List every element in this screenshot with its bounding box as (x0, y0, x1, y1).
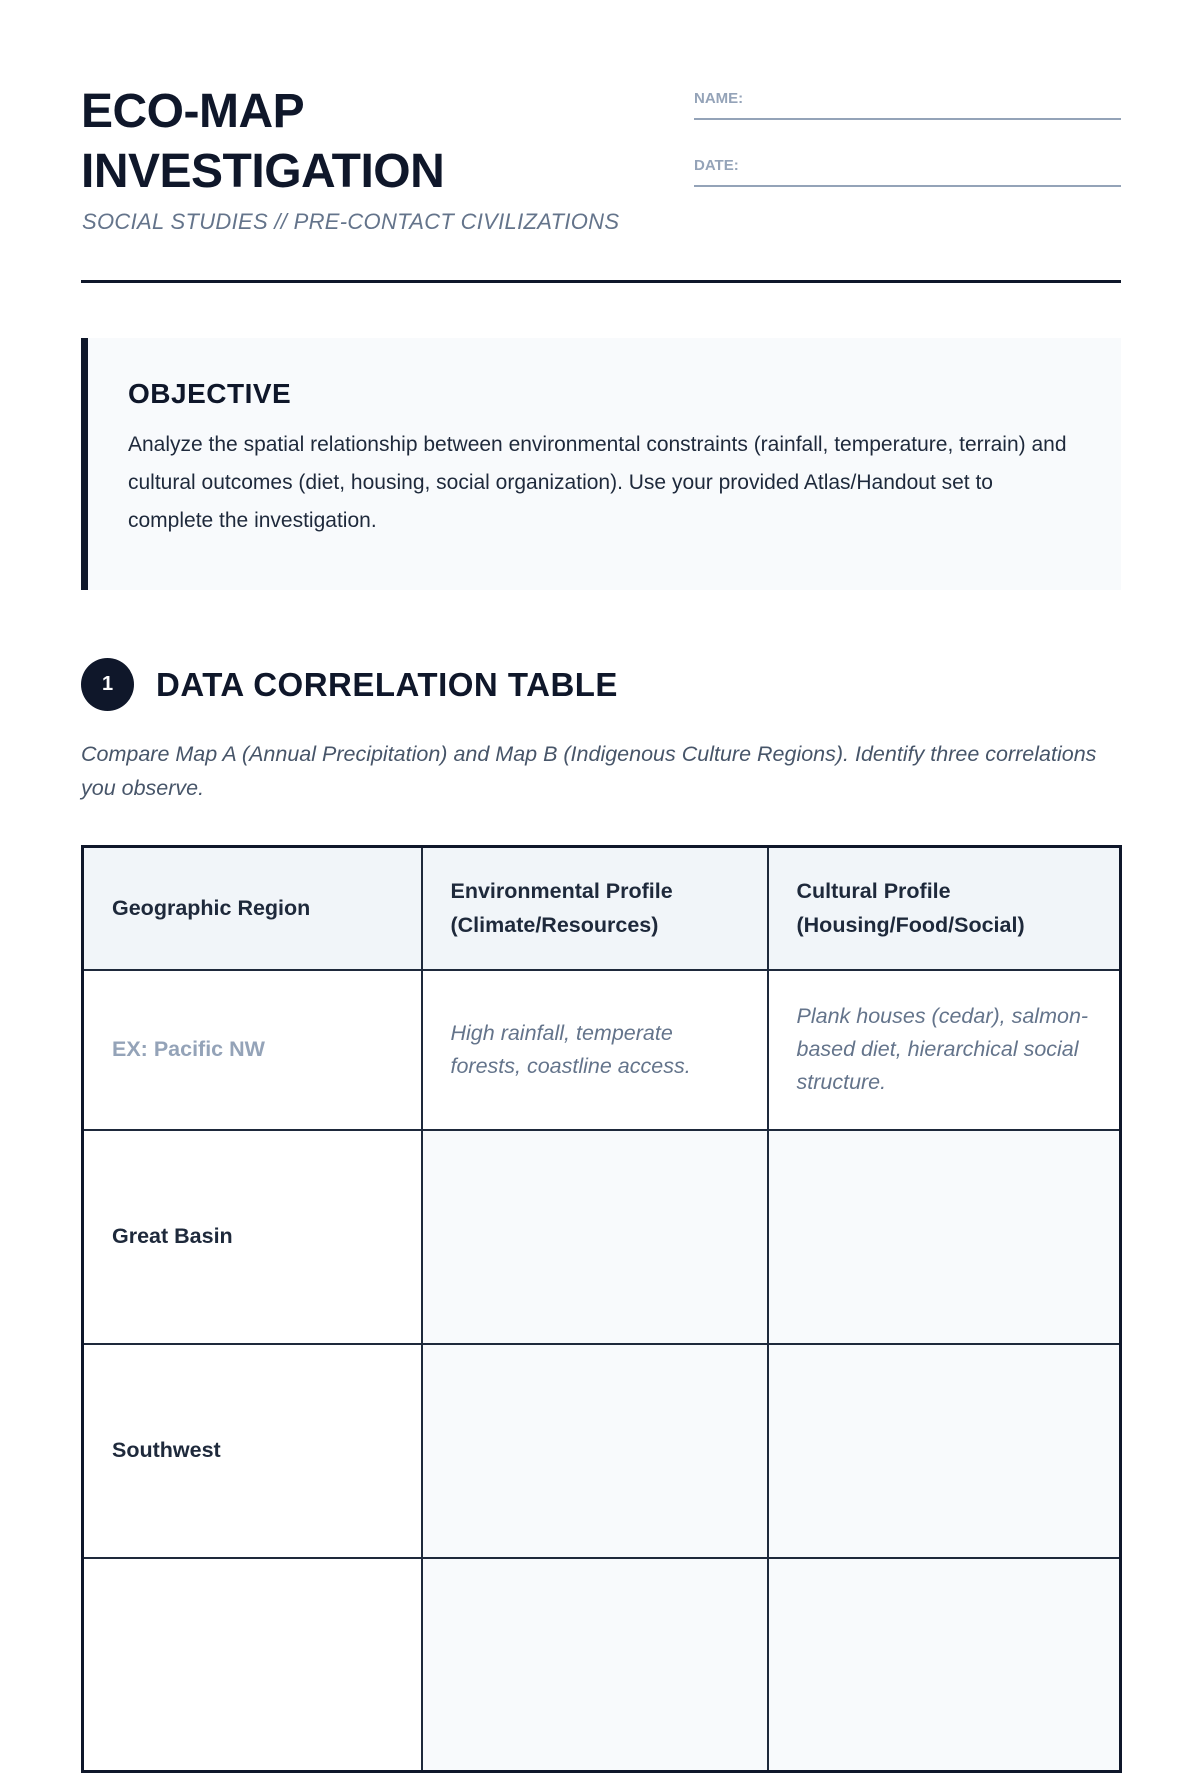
objective-box (81, 338, 1121, 590)
example-row (83, 970, 1121, 1130)
table-row (83, 1558, 1121, 1772)
header-region: Geographic Region (83, 847, 422, 970)
region-cell: Great Basin (83, 1130, 422, 1344)
correlation-table (81, 845, 1122, 1773)
cultural-input-cell[interactable] (768, 1558, 1121, 1772)
objective-heading: OBJECTIVE (128, 378, 292, 409)
region-cell: Southwest (83, 1344, 422, 1558)
name-field[interactable]: NAME: (694, 90, 1121, 120)
page-title: ECO-MAP INVESTIGATION (81, 85, 445, 198)
header-divider (81, 280, 1121, 283)
date-field[interactable]: DATE: (694, 157, 1121, 187)
objective-text: Analyze the spatial relationship between environmental constraints (rainfall, temperature, terrain) and cultural outcomes (diet, housing, social organization). Use your provided Atlas/Handout set to complete the investigation. (128, 433, 1067, 532)
environmental-input-cell[interactable] (422, 1344, 768, 1558)
table-row (83, 1344, 1121, 1558)
table-header-row (83, 847, 1121, 970)
cultural-input-cell[interactable] (768, 1130, 1121, 1344)
section-instructions: Compare Map A (Annual Precipitation) and Map B (Indigenous Culture Regions). Identify three correlations you observe. (81, 742, 1097, 800)
example-region: EX: Pacific NW (83, 970, 422, 1130)
environmental-input-cell[interactable] (422, 1130, 768, 1344)
table-row (83, 1130, 1121, 1344)
header-environmental: Environmental Profile (Climate/Resources) (422, 847, 768, 970)
cultural-input-cell[interactable] (768, 1344, 1121, 1558)
subtitle: SOCIAL STUDIES // PRE-CONTACT CIVILIZATIONS (82, 209, 620, 234)
region-cell[interactable] (83, 1558, 422, 1772)
section-heading: DATA CORRELATION TABLE (156, 665, 618, 703)
environmental-input-cell[interactable] (422, 1558, 768, 1772)
example-cultural: Plank houses (cedar), salmon-based diet, hierarchical social structure. (768, 970, 1121, 1130)
header-cultural: Cultural Profile (Housing/Food/Social) (768, 847, 1121, 970)
example-environmental: High rainfall, temperate forests, coastline access. (422, 970, 768, 1130)
section-header (81, 658, 618, 711)
section-number-badge: 1 (81, 658, 134, 711)
